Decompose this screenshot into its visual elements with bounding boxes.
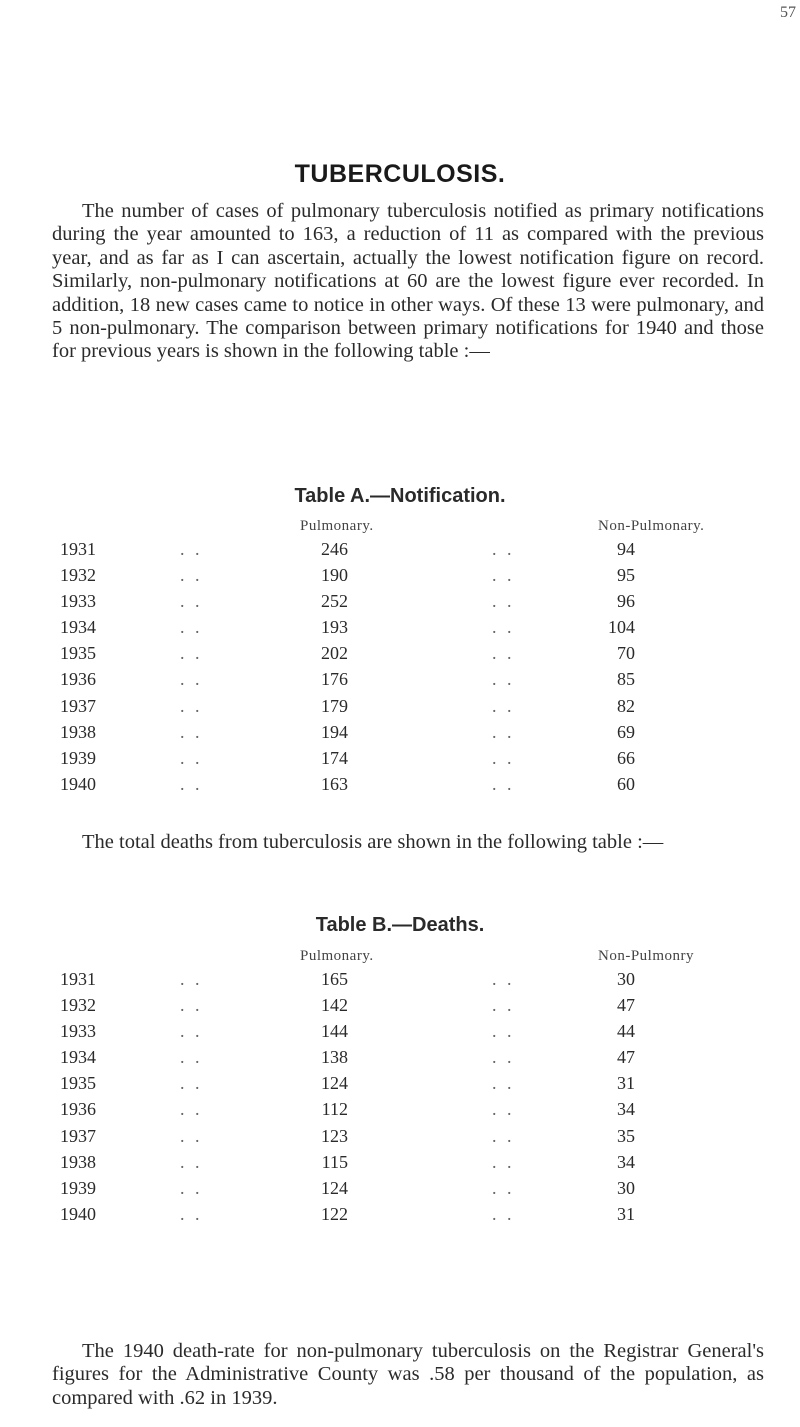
table-row — [60, 1099, 760, 1125]
leader-dots: . . — [492, 995, 515, 1016]
row-non-pulmonary: 96 — [617, 591, 635, 612]
table-a — [60, 539, 760, 800]
row-pulmonary: 174 — [321, 747, 348, 768]
row-non-pulmonary: 34 — [617, 1151, 635, 1172]
leader-dots: . . — [492, 969, 515, 989]
row-pulmonary: 124 — [321, 1073, 348, 1094]
table-b-col-non-pulmonary: Non-Pulmonry — [598, 948, 694, 964]
table-row — [60, 748, 760, 774]
leader-dots: . . — [180, 969, 203, 989]
row-year: 1938 — [60, 1151, 96, 1172]
death-rate-paragraph: The 1940 death-rate for non-pulmonary tuberculosis on the Registrar General's figures for the Administrative County was .58 per thousand of the population, as compared with .62 in 1939. — [52, 1340, 764, 1409]
leader-dots: . . — [180, 1151, 203, 1172]
row-pulmonary: 124 — [321, 1177, 348, 1198]
row-year: 1940 — [60, 1203, 96, 1224]
leader-dots: . . — [492, 1151, 515, 1172]
leader-dots: . . — [180, 721, 203, 742]
leader-dots: . . — [180, 1021, 203, 1042]
row-non-pulmonary: 95 — [617, 565, 635, 586]
row-year: 1931 — [60, 969, 96, 989]
table-b-title: Table B.—Deaths. — [315, 914, 485, 936]
row-pulmonary: 194 — [321, 721, 348, 742]
leader-dots: . . — [180, 1073, 203, 1094]
leader-dots: . . — [492, 617, 515, 638]
row-year: 1934 — [60, 617, 96, 638]
table-row — [60, 565, 760, 591]
leader-dots: . . — [492, 1203, 515, 1224]
table-a-col-pulmonary: Pulmonary. — [300, 518, 374, 534]
row-non-pulmonary: 35 — [617, 1125, 635, 1146]
leader-dots: . . — [180, 1047, 203, 1068]
leader-dots: . . — [180, 617, 203, 638]
table-row — [60, 722, 760, 748]
leader-dots: . . — [492, 539, 515, 559]
leader-dots: . . — [492, 1177, 515, 1198]
table-a-title: Table A.—Notification. — [294, 485, 506, 507]
table-row — [60, 539, 760, 565]
leader-dots: . . — [180, 565, 203, 586]
row-year: 1936 — [60, 1099, 96, 1120]
row-year: 1938 — [60, 721, 96, 742]
leader-dots: . . — [492, 1073, 515, 1094]
table-row — [60, 1073, 760, 1099]
table-row — [60, 696, 760, 722]
table-row — [60, 1152, 760, 1178]
row-pulmonary: 193 — [321, 617, 348, 638]
leader-dots: . . — [180, 591, 203, 612]
row-pulmonary: 163 — [321, 773, 348, 794]
row-year: 1937 — [60, 1125, 96, 1146]
leader-dots: . . — [180, 539, 203, 559]
row-non-pulmonary: 44 — [617, 1021, 635, 1042]
leader-dots: . . — [492, 1125, 515, 1146]
intro-paragraph: The number of cases of pulmonary tuberculosis notified as primary notifications during the year amounted to 163, a reduction of 11 as compared with the previous year, and as far as I can ascertain, actually the lowest notification figure on record. Similarly, non-pulmonary notifications at 60 are the lowest figure ever recorded. In addition, 18 new cases came to notice in other ways. Of these 13 were pulmonary, and 5 non-pulmonary. The comparison between primary notifications for 1940 and those for previous years is shown in the following table :— — [52, 200, 764, 363]
row-year: 1931 — [60, 539, 96, 559]
table-row — [60, 1178, 760, 1204]
row-non-pulmonary: 66 — [617, 747, 635, 768]
row-non-pulmonary: 31 — [617, 1073, 635, 1094]
leader-dots: . . — [492, 591, 515, 612]
row-pulmonary: 142 — [321, 995, 348, 1016]
table-row — [60, 1126, 760, 1152]
row-year: 1933 — [60, 1021, 96, 1042]
leader-dots: . . — [180, 695, 203, 716]
leader-dots: . . — [492, 643, 515, 664]
row-pulmonary: 252 — [321, 591, 348, 612]
leader-dots: . . — [180, 643, 203, 664]
table-row — [60, 969, 760, 995]
row-non-pulmonary: 104 — [608, 617, 635, 638]
row-non-pulmonary: 31 — [617, 1203, 635, 1224]
leader-dots: . . — [492, 695, 515, 716]
row-pulmonary: 112 — [321, 1099, 348, 1120]
row-pulmonary: 246 — [321, 539, 348, 559]
leader-dots: . . — [180, 1177, 203, 1198]
row-pulmonary: 176 — [321, 669, 348, 690]
row-non-pulmonary: 30 — [617, 969, 635, 989]
table-row — [60, 643, 760, 669]
leader-dots: . . — [180, 747, 203, 768]
row-year: 1932 — [60, 995, 96, 1016]
table-b-col-pulmonary: Pulmonary. — [300, 948, 374, 964]
leader-dots: . . — [492, 1099, 515, 1120]
page-title: TUBERCULOSIS. — [294, 160, 506, 188]
leader-dots: . . — [180, 995, 203, 1016]
row-year: 1936 — [60, 669, 96, 690]
row-non-pulmonary: 70 — [617, 643, 635, 664]
row-year: 1935 — [60, 1073, 96, 1094]
leader-dots: . . — [492, 747, 515, 768]
row-pulmonary: 115 — [321, 1151, 348, 1172]
row-non-pulmonary: 60 — [617, 773, 635, 794]
row-non-pulmonary: 94 — [617, 539, 635, 559]
row-pulmonary: 144 — [321, 1021, 348, 1042]
row-non-pulmonary: 47 — [617, 995, 635, 1016]
row-year: 1940 — [60, 773, 96, 794]
row-year: 1934 — [60, 1047, 96, 1068]
row-non-pulmonary: 85 — [617, 669, 635, 690]
row-year: 1932 — [60, 565, 96, 586]
row-pulmonary: 179 — [321, 695, 348, 716]
table-a-col-non-pulmonary: Non-Pulmonary. — [598, 518, 705, 534]
table-row — [60, 669, 760, 695]
leader-dots: . . — [492, 565, 515, 586]
row-pulmonary: 190 — [321, 565, 348, 586]
table-row — [60, 1021, 760, 1047]
leader-dots: . . — [492, 773, 515, 794]
leader-dots: . . — [492, 1021, 515, 1042]
deaths-intro-paragraph: The total deaths from tuberculosis are shown in the following table :— — [82, 831, 664, 853]
row-non-pulmonary: 30 — [617, 1177, 635, 1198]
table-row — [60, 1204, 760, 1230]
table-row — [60, 617, 760, 643]
row-year: 1939 — [60, 747, 96, 768]
leader-dots: . . — [180, 669, 203, 690]
leader-dots: . . — [180, 773, 203, 794]
table-row — [60, 995, 760, 1021]
page-number: 57 — [780, 4, 796, 21]
leader-dots: . . — [180, 1099, 203, 1120]
row-pulmonary: 123 — [321, 1125, 348, 1146]
table-row — [60, 591, 760, 617]
table-row — [60, 1047, 760, 1073]
row-year: 1935 — [60, 643, 96, 664]
row-year: 1933 — [60, 591, 96, 612]
table-b — [60, 969, 760, 1230]
leader-dots: . . — [180, 1203, 203, 1224]
row-pulmonary: 138 — [321, 1047, 348, 1068]
row-non-pulmonary: 34 — [617, 1099, 635, 1120]
leader-dots: . . — [180, 1125, 203, 1146]
leader-dots: . . — [492, 669, 515, 690]
row-year: 1939 — [60, 1177, 96, 1198]
row-pulmonary: 165 — [321, 969, 348, 989]
row-year: 1937 — [60, 695, 96, 716]
table-row — [60, 774, 760, 800]
leader-dots: . . — [492, 721, 515, 742]
row-pulmonary: 122 — [321, 1203, 348, 1224]
row-non-pulmonary: 69 — [617, 721, 635, 742]
row-non-pulmonary: 82 — [617, 695, 635, 716]
row-non-pulmonary: 47 — [617, 1047, 635, 1068]
leader-dots: . . — [492, 1047, 515, 1068]
row-pulmonary: 202 — [321, 643, 348, 664]
